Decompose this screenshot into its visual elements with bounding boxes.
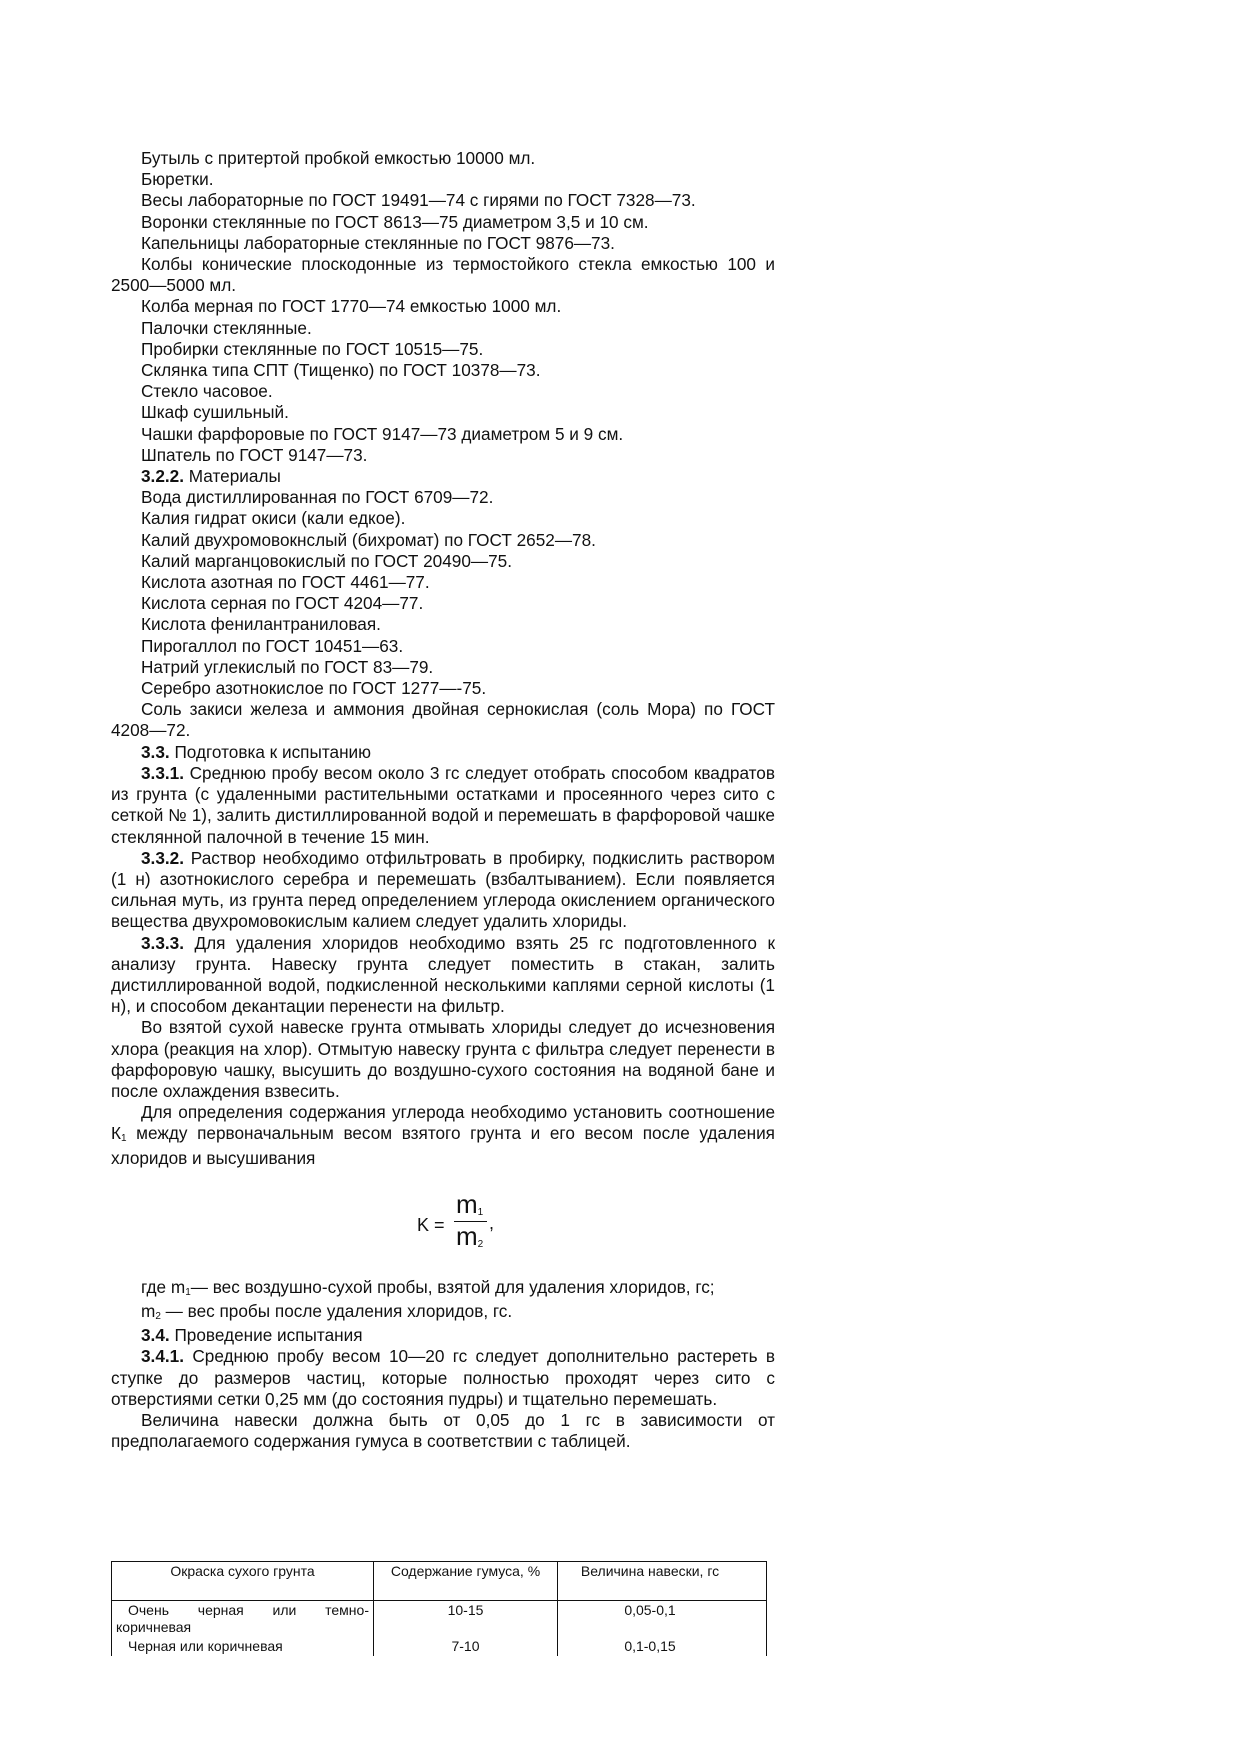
section-number: 3.2.2. [141,466,185,487]
clause-number: 3.3.3. [141,932,185,953]
ratio-subscript: 1 [121,1133,127,1145]
where-m2-a: m [141,1300,156,1321]
equipment-item: Бутыль с притертой пробкой емкостью 10000 мл. [141,148,536,168]
paragraph-washing: Во взятой сухой навеске грунта отмывать хлориды следует до исчезновения хлора (реакция на хлор). Отмытую навеску грунта с фильтра следует перенести в фарфоровую чашку, высушить до воздушно-сухого состояния на водяной бане и после охлаждения взвесить. [111,1017,775,1101]
equipment-item: Капельницы лабораторные стеклянные по ГОСТ 9876—73. [141,232,615,253]
material-item: Серебро азотнокислое по ГОСТ 1277—-75. [141,678,487,699]
ratio-text-a: Для определения содержания углерода необходимо установить соотношение К [111,1102,775,1144]
equipment-item: Шкаф сушильный. [141,402,289,423]
material-item: Кислота фенилантраниловая. [141,614,381,635]
section-heading-3-2-2 [111,466,775,487]
equipment-item: Воронки стеклянные по ГОСТ 8613—75 диаметром 3,5 и 10 см. [141,211,649,232]
section-title: Подготовка к испытанию [169,741,372,762]
equipment-item: Стекло часовое. [141,381,273,402]
equipment-item: Колбы конические плоскодонные из термостойкого стекла емкостью 100 и 2500—5000 мл. [111,254,775,296]
equipment-item: Весы лабораторные по ГОСТ 19491—74 с гирями по ГОСТ 7328—73. [141,190,696,211]
table-header-mass: Величина навески, гс [558,1562,767,1601]
paragraph-sample-mass: Величина навески должна быть от 0,05 до 1 гс в зависимости от предполагаемого содержания гумуса в соответствии с таблицей. [111,1409,775,1452]
clause-text: Для удаления хлоридов необходимо взять 25 гс подготовленного к анализу грунта. Навеску грунта следует поместить в стакан, залить дистиллированной водой, подкисленной несколькими каплями серной кислоты (1 н), и способом декантации перенести на фильтр. [111,932,775,1017]
clause-text: Среднюю пробу весом 10—20 гс следует дополнительно растереть в ступке до размеров частиц, которые полностью проходят через сито с отверстиями сетки 0,25 мм (до состояния пудры) и тщательно перемешать. [111,1346,775,1409]
formula-numerator [456,1188,484,1224]
table-cell-mass: 0,05-0,1 [558,1601,767,1638]
table-cell-color: Черная или коричневая [112,1637,374,1656]
numerator-symbol: m [456,1188,478,1219]
table-cell-color: Очень черная или темно-коричневая [112,1601,374,1638]
paragraph-3-4-1 [111,1346,775,1410]
clause-number: 3.3.1. [141,762,185,783]
section-number: 3.3. [141,741,170,762]
denominator-symbol: m [456,1220,478,1251]
numerator-subscript: 1 [477,1206,484,1218]
section-heading-3-4 [111,1325,775,1346]
ratio-text-b: между первоначальным весом взятого грунта и его весом после удаления хлоридов и высушивания [111,1123,775,1168]
table-header-row [112,1562,767,1601]
table-header-color: Окраска сухого грунта [112,1562,374,1601]
table-cell-humus: 10-15 [374,1601,558,1638]
table-row [112,1601,767,1638]
material-item: Кислота серная по ГОСТ 4204—77. [141,593,424,614]
table-header-humus: Содержание гумуса, % [374,1562,558,1601]
paragraph-ratio [111,1102,775,1169]
equipment-item: Пробирки стеклянные по ГОСТ 10515—75. [141,338,484,359]
formula-k [111,1183,775,1263]
where-m2 [111,1301,775,1325]
material-item: Пирогаллол по ГОСТ 10451—63. [141,635,404,656]
paragraph-3-3-2 [111,848,775,933]
where-m2-b: — вес пробы после удаления хлоридов, гс. [160,1300,513,1321]
where-m2-sub: 2 [155,1310,161,1322]
section-heading-3-3 [111,742,775,763]
where-m1-a: где m [141,1276,186,1297]
table-row [112,1637,767,1656]
material-item: Калий двухромовокнслый (бихромат) по ГОСТ 2652—78. [141,529,596,550]
material-item: Натрий углекислый по ГОСТ 83—79. [141,656,434,677]
clause-text: Среднюю пробу весом около 3 гс следует отобрать способом квадратов из грунта (с удаленными растительными остатками и просеянного через сито с сеткой № 1), залить дистиллированной водой и перемешать в фарфоровой чашке стеклянной палочной в течение 15 мин. [111,762,775,847]
equipment-item: Бюретки. [141,169,214,190]
clause-text: Раствор необходимо отфильтровать в пробирку, подкислить раствором (1 н) азотнокислого серебра и перемешать (взбалтыванием). Если появляется сильная муть, из грунта перед определением углерода окислением органического вещества двухромовокислым калием следует удалить хлориды. [111,847,775,932]
paragraph-3-3-3 [111,933,775,1018]
formula-lhs: K = [417,1214,445,1235]
material-item: Соль закиси железа и аммония двойная сернокислая (соль Мора) по ГОСТ 4208—72. [111,699,775,741]
where-m1 [111,1277,775,1301]
section-number: 3.4. [141,1325,170,1346]
equipment-item: Склянка типа СПТ (Тищенко) по ГОСТ 10378—73. [141,360,541,381]
clause-number: 3.3.2. [141,847,185,868]
equipment-item: Колба мерная по ГОСТ 1770—74 емкостью 1000 мл. [141,296,562,317]
material-item: Вода дистиллированная по ГОСТ 6709—72. [141,487,494,508]
table-cell-humus: 7-10 [374,1637,558,1656]
where-m1-b: — вес воздушно-сухой пробы, взятой для удаления хлоридов, гс; [190,1276,715,1297]
material-item: Калия гидрат окиси (кали едкое). [141,508,406,529]
equipment-item: Чашки фарфоровые по ГОСТ 9147—73 диаметром 5 и 9 см. [141,423,624,444]
section-title: Проведение испытания [169,1325,363,1346]
paragraph-3-3-1 [111,763,775,848]
clause-number: 3.4.1. [141,1346,185,1367]
formula-denominator [456,1220,484,1256]
where-m1-sub: 1 [185,1286,191,1298]
equipment-item: Палочки стеклянные. [141,317,312,338]
section-title: Материалы [184,466,281,487]
table-cell-mass: 0,1-0,15 [558,1637,767,1656]
formula-comma: , [489,1212,495,1233]
document-body [111,148,775,1452]
material-item: Калий марганцовокислый по ГОСТ 20490—75. [141,550,512,571]
material-item: Кислота азотная по ГОСТ 4461—77. [141,572,430,593]
humus-table [111,1561,767,1656]
equipment-item: Шпатель по ГОСТ 9147—73. [141,444,368,465]
denominator-subscript: 2 [477,1238,484,1250]
